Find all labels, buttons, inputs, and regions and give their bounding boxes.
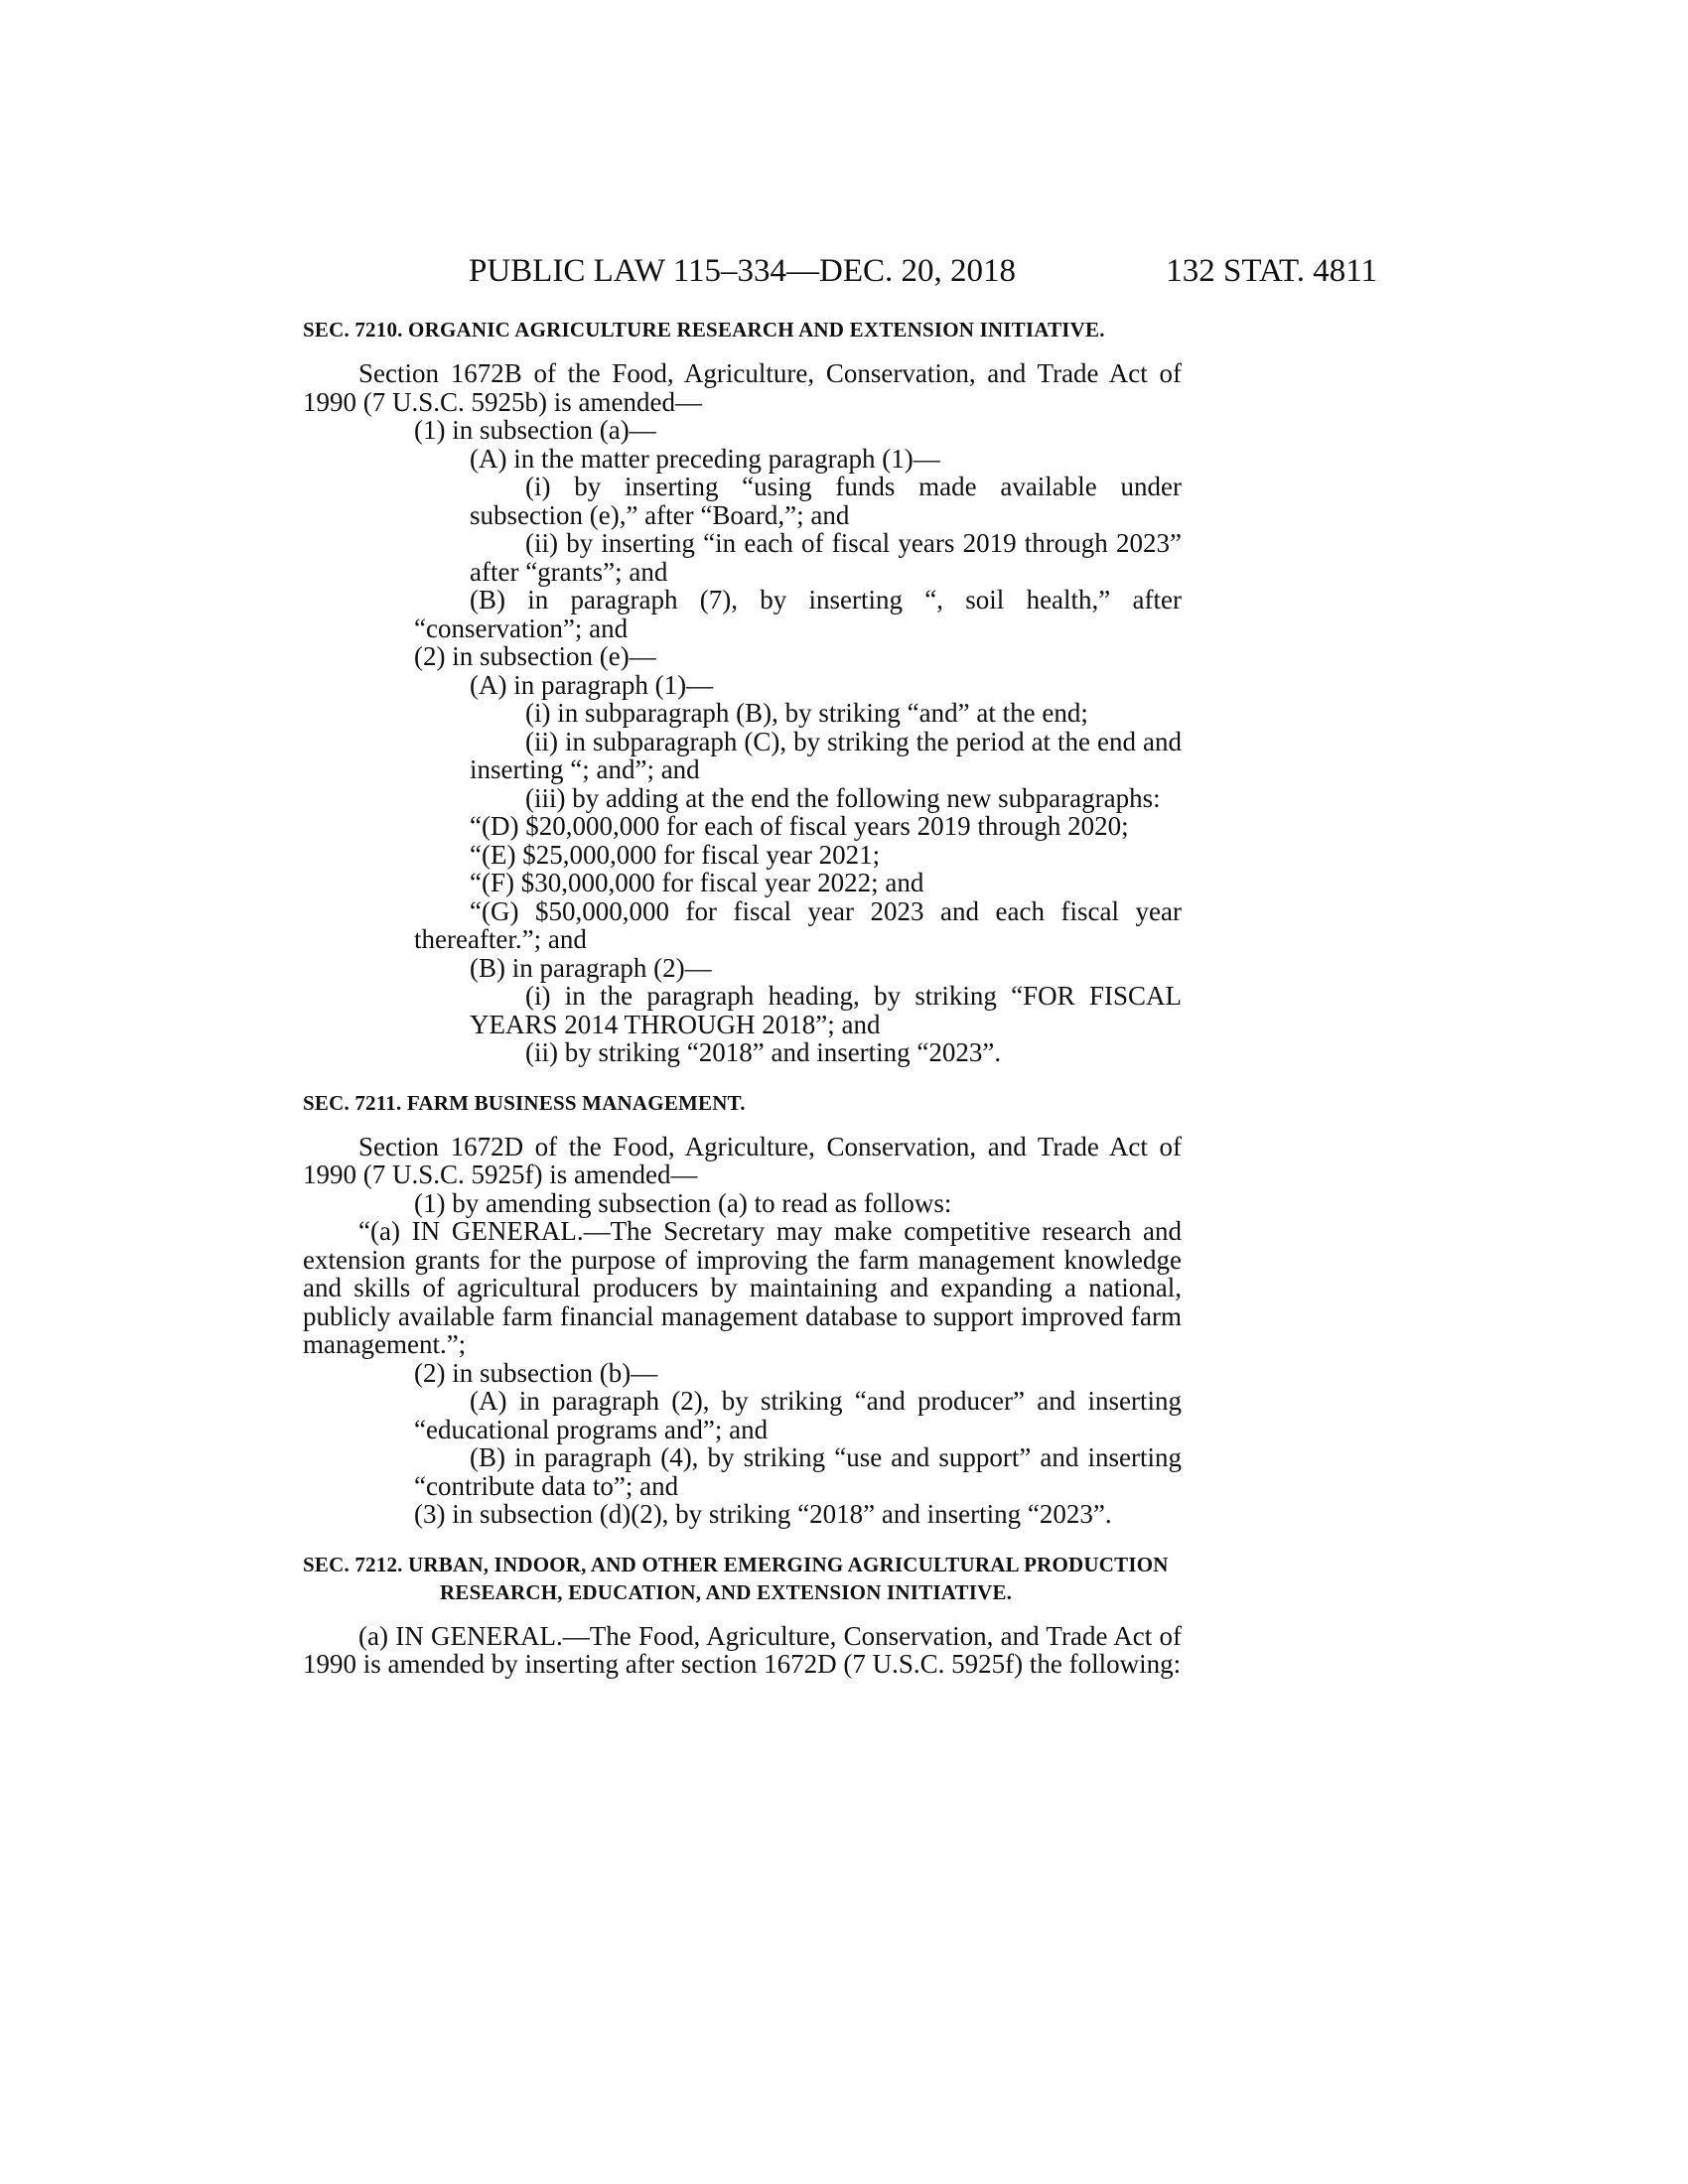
- section-7210-para: (i) in subparagraph (B), by striking “and” at the end;: [525, 698, 1088, 728]
- section-7210-para: (B) in paragraph (2)—: [470, 952, 712, 983]
- section-7211-para: (1) by amending subsection (a) to read as follows:: [414, 1187, 952, 1218]
- section-7210-para: (A) in the matter preceding paragraph (1)—: [470, 443, 940, 474]
- section-7210-heading: SEC. 7210. ORGANIC AGRICULTURE RESEARCH AND EXTENSION INITIATIVE.: [303, 318, 1105, 341]
- statute-page-number: 132 STAT. 4811: [1166, 253, 1377, 289]
- section-7211-para: “(a) IN GENERAL.—The Secretary may make competitive research and extension grants for the purpose of improving the farm management knowledge and skills of agricultural producers by maintaining and expanding a national, publicly available farm financial management database to support improved farm management.”;: [303, 1216, 1182, 1359]
- section-7211-para: Section 1672D of the Food, Agriculture, Conservation, and Trade Act of 1990 (7 U.S.C. 5925f) is amended—: [303, 1131, 1182, 1189]
- section-7212-heading: SEC. 7212. URBAN, INDOOR, AND OTHER EMERGING AGRICULTURAL PRODUCTION RESEARCH, EDUCATION, AND EXTENSION INITIATIVE.: [303, 1552, 1169, 1604]
- section-7210-para: (ii) in subparagraph (C), by striking the period at the end and inserting “; and”; and: [470, 726, 1182, 784]
- section-7211-para: (2) in subsection (b)—: [414, 1357, 658, 1388]
- section-7210-para: “(D) $20,000,000 for each of fiscal years 2019 through 2020;: [470, 811, 1129, 841]
- section-7211-para: (3) in subsection (d)(2), by striking “2018” and inserting “2023”.: [414, 1499, 1112, 1529]
- section-7210-para: Section 1672B of the Food, Agriculture, Conservation, and Trade Act of 1990 (7 U.S.C. 5925b) is amended—: [303, 358, 1182, 417]
- document-page: [303, 248, 1377, 1679]
- section-7210-para: (ii) by striking “2018” and inserting “2023”.: [525, 1037, 1002, 1067]
- section-7210-para: “(G) $50,000,000 for fiscal year 2023 and each fiscal year thereafter.”; and: [414, 895, 1182, 954]
- section-7211-heading: SEC. 7211. FARM BUSINESS MANAGEMENT.: [303, 1090, 746, 1115]
- section-7210-para: (A) in paragraph (1)—: [470, 669, 714, 700]
- section-7210-para: (B) in paragraph (7), by inserting “, soil health,” after “conservation”; and: [414, 585, 1182, 643]
- section-7210-para: (i) in the paragraph heading, by striking “FOR FISCAL YEARS 2014 THROUGH 2018”; and: [470, 981, 1182, 1039]
- section-7210-para: (1) in subsection (a)—: [414, 415, 656, 445]
- section-7210-para: (i) by inserting “using funds made available under subsection (e),” after “Board,”; and: [470, 472, 1182, 530]
- page-header: [303, 248, 1377, 294]
- section-7212-para: (a) IN GENERAL.—The Food, Agriculture, Conservation, and Trade Act of 1990 is amended by inserting after section 1672D (7 U.S.C. 5925f) the following:: [303, 1620, 1182, 1679]
- section-7210-para: “(E) $25,000,000 for fiscal year 2021;: [470, 839, 881, 870]
- section-7210-para: “(F) $30,000,000 for fiscal year 2022; and: [470, 868, 924, 897]
- section-7211-para: (B) in paragraph (4), by striking “use and support” and inserting “contribute data to”; and: [414, 1442, 1182, 1501]
- section-7210-para: (2) in subsection (e)—: [414, 641, 656, 671]
- running-head-title: PUBLIC LAW 115–334—DEC. 20, 2018: [468, 253, 1017, 289]
- section-7210-para: (ii) by inserting “in each of fiscal years 2019 through 2023” after “grants”; and: [470, 528, 1182, 587]
- section-7210-para: (iii) by adding at the end the following new subparagraphs:: [525, 782, 1161, 813]
- section-7211-para: (A) in paragraph (2), by striking “and producer” and inserting “educational programs and”; and: [414, 1386, 1182, 1444]
